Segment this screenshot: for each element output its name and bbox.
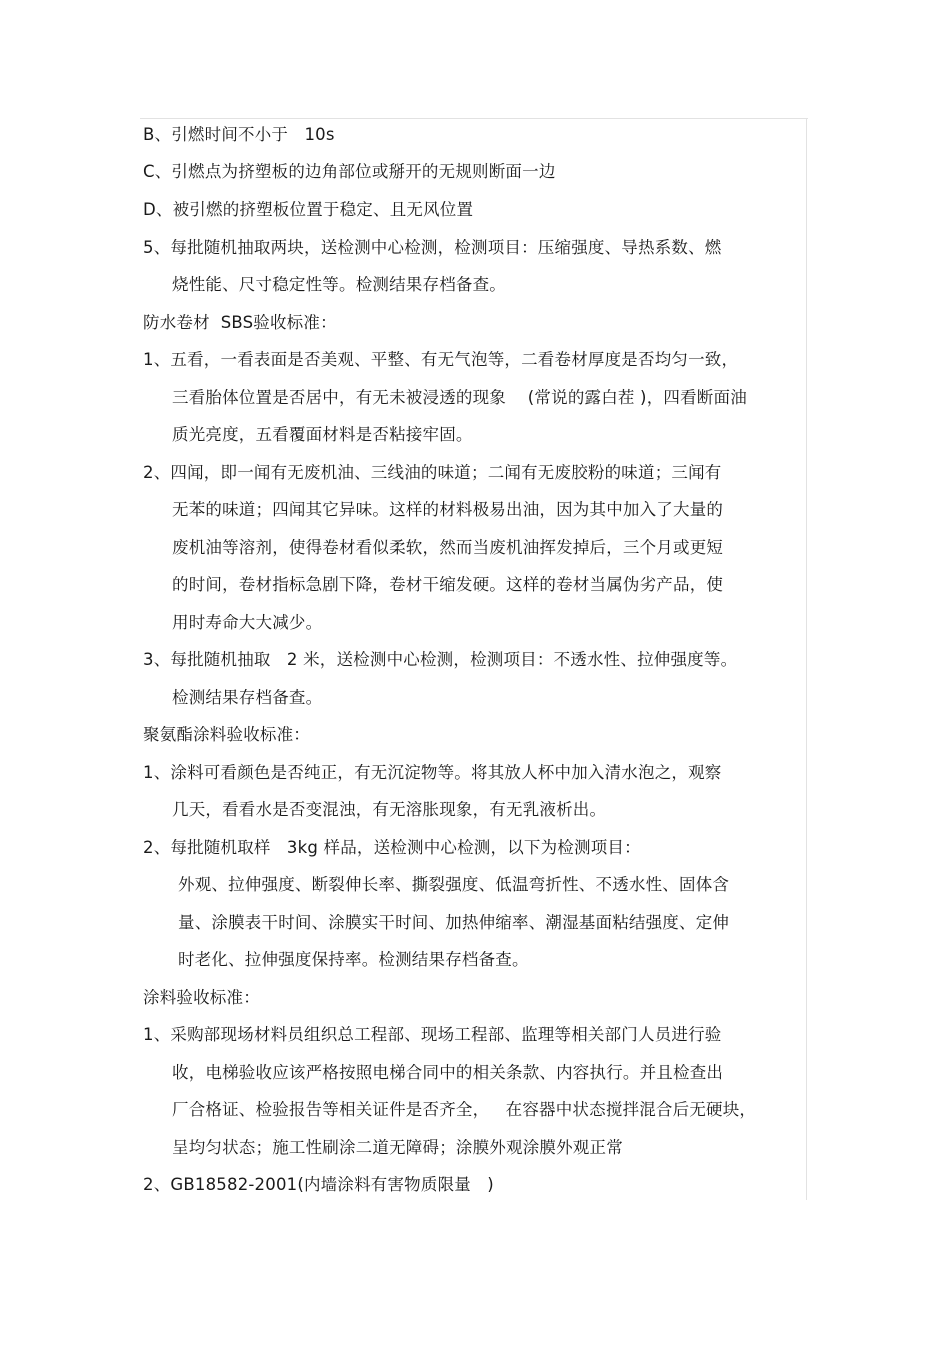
sbs-item-3-line-2: 检测结果存档备查。 (172, 688, 323, 707)
item-5-sampling-line-1: 5、每批随机抽取两块，送检测中心检测，检测项目：压缩强度、导热系数、燃 (143, 238, 722, 257)
sbs-item-2-line-2: 无苯的味道；四闻其它异味。这样的材料极易出油，因为其中加入了大量的 (172, 500, 724, 519)
coating-item-2-standard: 2、GB18582-2001(内墙涂料有害物质限量 ) (143, 1175, 494, 1194)
sbs-item-3-line-1: 3、每批随机抽取 2 米，送检测中心检测，检测项目：不透水性、拉伸强度等。 (143, 650, 738, 669)
item-5-sampling-line-2: 烧性能、尺寸稳定性等。检测结果存档备查。 (172, 275, 506, 294)
coating-item-1-line-4: 呈均匀状态；施工性刷涂二道无障碍；涂膜外观涂膜外观正常 (172, 1138, 623, 1157)
heading-polyurethane-coating: 聚氨酯涂料验收标准： (143, 725, 310, 744)
heading-coating: 涂料验收标准： (143, 988, 260, 1007)
item-c-ignition-point: C、引燃点为挤塑板的边角部位或掰开的无规则断面一边 (143, 162, 556, 181)
coating-item-1-line-2: 收，电梯验收应该严格按照电梯合同中的相关条款、内容执行。并且检查出 (172, 1063, 724, 1082)
sbs-item-1-line-1: 1、五看，一看表面是否美观、平整、有无气泡等，二看卷材厚度是否均匀一致， (143, 350, 739, 369)
item-d-ignited-board-position: D、被引燃的挤塑板位置于稳定、且无风位置 (143, 200, 474, 219)
sbs-item-2-line-3: 废机油等溶剂，使得卷材看似柔软，然而当废机油挥发掉后，三个月或更短 (172, 538, 724, 557)
heading-sbs-membrane: 防水卷材 SBS验收标准： (143, 313, 337, 332)
item-b-ignition-time: B、引燃时间不小于 10s (143, 125, 335, 144)
sbs-item-2-line-1: 2、四闻，即一闻有无废机油、三线油的味道；二闻有无废胶粉的味道；三闻有 (143, 463, 722, 482)
sbs-item-2-line-4: 的时间，卷材指标急剧下降，卷材干缩发硬。这样的卷材当属伪劣产品，使 (172, 575, 724, 594)
pu-item-2-line-1: 2、每批随机取样 3kg 样品，送检测中心检测，以下为检测项目： (143, 838, 641, 857)
coating-item-1-line-1: 1、采购部现场材料员组织总工程部、现场工程部、监理等相关部门人员进行验 (143, 1025, 722, 1044)
sbs-item-1-line-3: 质光亮度，五看覆面材料是否粘接牢固。 (172, 425, 473, 444)
pu-test-items-line-2: 量、涂膜表干时间、涂膜实干时间、加热伸缩率、潮湿基面粘结强度、定伸 (178, 913, 730, 932)
sbs-item-2-line-5: 用时寿命大大减少。 (172, 613, 323, 632)
pu-test-items-line-1: 外观、拉伸强度、断裂伸长率、撕裂强度、低温弯折性、不透水性、固体含 (178, 875, 730, 894)
page-frame-top-border (140, 118, 808, 119)
pu-test-items-line-3: 时老化、拉伸强度保持率。检测结果存档备查。 (178, 950, 529, 969)
page-frame-right-border (806, 118, 807, 1200)
sbs-item-1-line-2: 三看胎体位置是否居中，有无未被浸透的现象 (常说的露白茬 )，四看断面油 (172, 388, 747, 407)
coating-item-1-line-3: 厂合格证、检验报告等相关证件是否齐全， 在容器中状态搅拌混合后无硬块， (172, 1100, 757, 1119)
pu-item-1-line-2: 几天，看看水是否变混浊，有无溶胀现象，有无乳液析出。 (172, 800, 607, 819)
pu-item-1-line-1: 1、涂料可看颜色是否纯正，有无沉淀物等。将其放人杯中加入清水泡之，观察 (143, 763, 722, 782)
